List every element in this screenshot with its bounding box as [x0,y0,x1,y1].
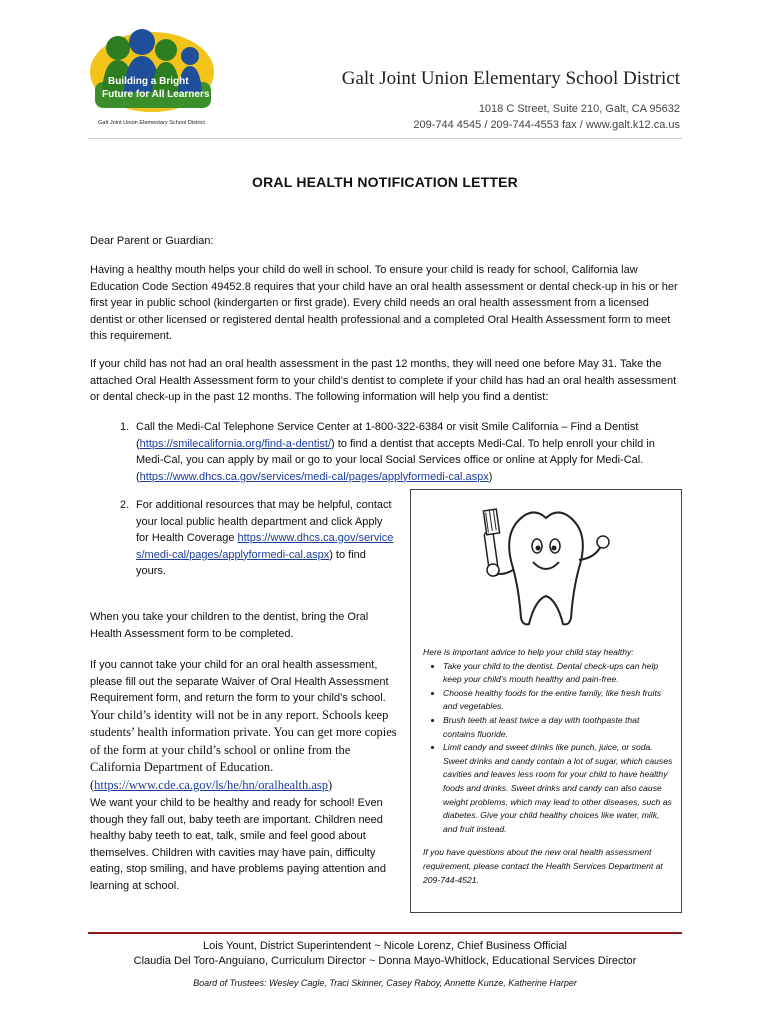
logo-graphic [80,20,230,130]
resource-item-2 [120,497,398,580]
logo-slogan-2: Future for All Learners [102,89,210,100]
smile-california-link[interactable]: https://smilecalifornia.org/find-a-dentist/ [139,437,332,450]
item-text: Call the Medi-Cal Telephone Service Center at 1-800-322-6384 or visit Smile California – Find a Dentist ( [136,421,639,450]
item-text: ) to find yours. [136,548,366,577]
logo-caption: Galt Joint Union Elementary School District [98,120,205,126]
item-text: ) [488,470,493,483]
item-number: 1. [120,421,130,433]
advice-list [423,660,673,837]
advice-text [423,646,673,887]
district-logo [80,20,230,130]
advice-tip: • Brush teeth at least twice a day with toothpaste that contains fluoride. [443,714,673,741]
resource-item-1 [120,419,681,485]
greeting: Dear Parent or Guardian: [90,235,214,247]
district-name: Galt Joint Union Elementary School District [341,68,680,89]
advice-intro: Here is important advice to help your child stay healthy: [423,647,634,657]
header-divider [88,138,682,139]
letter-title: ORAL HEALTH NOTIFICATION LETTER [252,174,518,190]
waiver-paragraph [90,657,402,794]
baby-teeth-paragraph: We want your child to be healthy and ready for school! Even though they fall out, baby teeth are important. Children need healthy baby teeth to eat, talk, smile and feel good about themselves. Children with cavities may have pain, difficulty eating, stop smiling, and have problems paying attention and learning at school. [90,797,386,892]
intro-paragraph: Having a healthy mouth helps your child do well in school. To ensure your child is ready for school, California law Education Code Section 49452.8 requires that your child have an oral health assessment or dental check-up in his or her first year in public school (kindergarten or first grade). Every child needs an oral health assessment from a licensed dentist or other licensed or registered dental health professional and a completed Oral Health Assessment form to meet this requirement. [90,264,678,342]
district-address: 1018 C Street, Suite 210, Galt, CA 95632 [478,103,680,115]
logo-slogan-1: Building a Bright [108,76,189,87]
dentist-visit-paragraph: When you take your children to the dentist, bring the Oral Health Assessment form to be completed. [90,611,369,640]
waiver-text: If you cannot take your child for an oral health assessment, please fill out the separate Waiver of Oral Health Assessment Requirement form, and return the form to your child’s school. [90,659,389,704]
privacy-text: Your child’s identity will not be in any report. Schools keep students’ health information private. You can get more copies of the form at your child’s school or online from the California Department of Education. [90,707,397,774]
advice-tip: • Limit candy and sweet drinks like punch, juice, or soda. Sweet drinks and candy contain a lot of sugar, which causes cavities and leaves less room for your child to have healthy foods and drinks. Sweet drinks and candy can also cause weight problems, which may lead to other diseases, such as diabetes. Give your child healthy choices like water, milk, and fruit instead. [443,741,673,836]
board-of-trustees: Board of Trustees: Wesley Cagle, Traci Skinner, Casey Raboy, Annette Kunze, Katherine Harper [193,978,577,988]
footer-officials-1: Lois Yount, District Superintendent ~ Nicole Lorenz, Chief Business Official [203,940,567,952]
advice-tip: • Take your child to the dentist. Dental check-ups can help keep your child’s mouth healthy and pain-free. [443,660,673,687]
health-coverage-link[interactable]: https://www.dhcs.ca.gov/services/medi-cal/pages/applyformedi-cal.aspx [136,532,394,561]
requirement-paragraph: If your child has not had an oral health assessment in the past 12 months, they will need one before May 31. Take the attached Oral Health Assessment form to your child’s dentist to complete if your child has had an oral health assessment or dental check-up in the past 12 months. The following information will help you find a dentist: [90,358,677,403]
advice-tip: • Choose healthy foods for the entire family, like fresh fruits and vegetables. [443,687,673,714]
item-text: For additional resources that may be helpful, contact your local public health department and click Apply for Health Coverage [136,499,392,544]
district-contact: 209-744 4545 / 209-744-4553 fax / www.galt.k12.ca.us [413,119,680,131]
apply-medi-cal-link[interactable]: https://www.dhcs.ca.gov/services/medi-cal/pages/applyformedi-cal.aspx [139,470,489,483]
tooth-cartoon-icon [441,500,651,630]
footer-officials-2: Claudia Del Toro-Anguiano, Curriculum Director ~ Donna Mayo-Whitlock, Educational Services Director [133,955,637,967]
advice-contact: If you have questions about the new oral health assessment requirement, please contact the Health Services Department at 209-744-4521. [423,847,663,885]
cde-oral-health-link[interactable]: https://www.cde.ca.gov/ls/he/hn/oralhealth.asp [94,777,329,792]
footer-divider [88,932,682,934]
tooth-illustration [441,500,651,630]
cde-link-wrapper: (https://www.cde.ca.gov/ls/he/hn/oralhealth.asp) [90,777,333,792]
item-text: ) to find a dentist that accepts Medi-Cal. To help enroll your child in Medi-Cal, you can apply by mail or go to your local Social Services office or online at Apply for Medi-Cal. ( [136,437,655,483]
health-advice-box [410,489,682,913]
item-number: 2. [120,499,130,511]
